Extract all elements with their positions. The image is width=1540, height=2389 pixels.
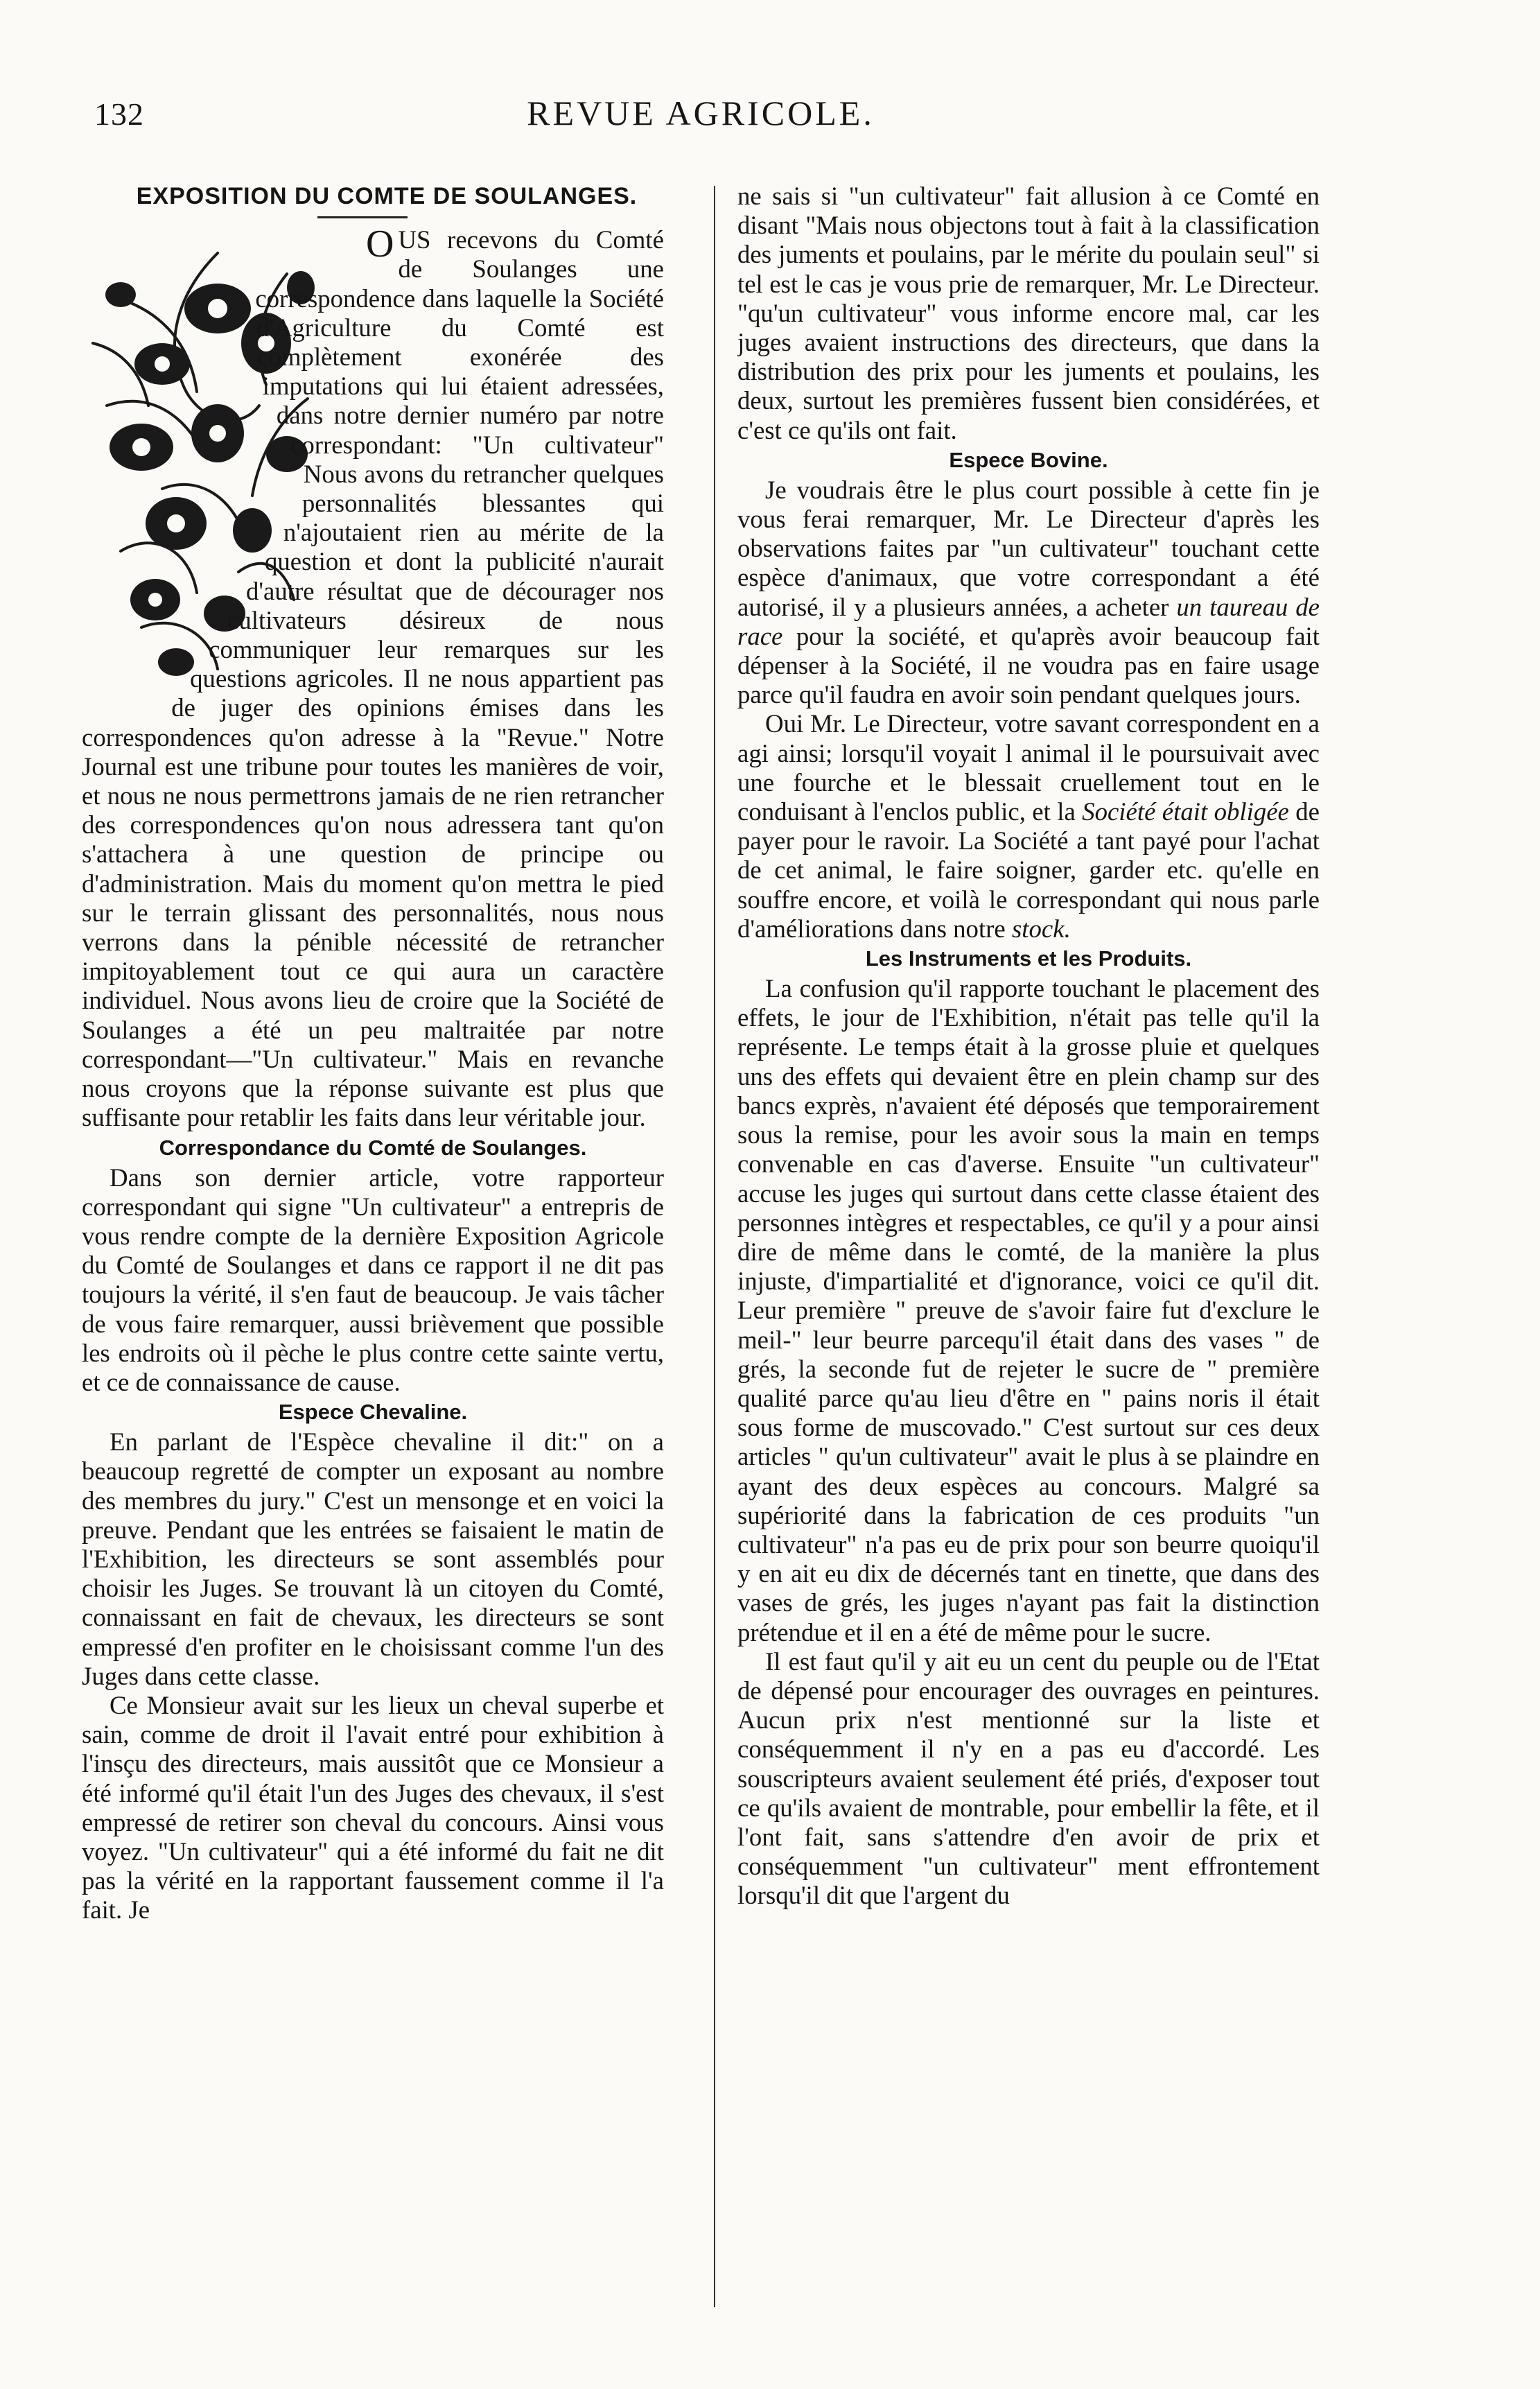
subhead-bovine: Espece Bovine. bbox=[949, 447, 1108, 472]
bovine-1-end: pour la société, et qu'après avoir beaucoup fait dépenser à la Société, il ne voudra pas en faire usage parce qu'il faudra en avoir soin pendant quelques jours. bbox=[737, 621, 1320, 709]
title-rule bbox=[317, 216, 408, 218]
running-title: REVUE AGRICOLE. bbox=[527, 94, 875, 132]
drop-cap: O bbox=[366, 223, 394, 266]
paragraph-bovine-1 bbox=[737, 476, 1320, 710]
bovine-2-text: Oui Mr. Le Directeur, votre savant correspondent en a agi ainsi; lorsqu'il voyait l animal il le poursuivait avec une fourche et le blessait cruellement tout en le conduisant à l'enclos public, et la bbox=[737, 709, 1320, 826]
column-divider bbox=[714, 186, 715, 2307]
bovine-2-italic: Société était obligée bbox=[1082, 797, 1289, 826]
paragraph-continuation: ne sais si "un cultivateur" fait allusion à ce Comté en disant "Mais nous objectons tout à fait à la classification des juments et poulains, par le mérite du poulain seul" si tel est le cas je vous prie de remarquer, Mr. Le Directeur. "qu'un cultivateur" vous informe encore mal, car les juges avaient instructions des directeurs, que dans la distribution des prix pour les juments et poulains, les deux, surtout les premières fussent bien considérées, et c'est ce qu'ils ont fait. bbox=[737, 182, 1320, 444]
subhead-chevaline: Espece Chevaline. bbox=[278, 1400, 468, 1425]
subhead-correspondance: Correspondance du Comté de Soulanges. bbox=[159, 1135, 587, 1160]
bovine-2-italic-stock: stock. bbox=[1011, 914, 1071, 943]
paragraph-instruments-2: Il est faut qu'il y ait eu un cent du peuple ou de l'Etat de dépensé pour encourager des ouvrages en peintures. Aucun prix n'est mentionné sur la liste et conséquemment il n'y en a pas eu d'accordé. Les souscripteurs avaient seulement été priés, d'exposer tout ce qu'ils avaient de montrable, pour embellir la fête, et il l'ont fait, sans s'attendre d'en avoir de prix et conséquemment "un cultivateur" ment effrontement lorsqu'il dit que l'argent du bbox=[737, 1647, 1320, 1910]
paragraph-instruments-1: La confusion qu'il rapporte touchant le placement des effets, le jour de l'Exhibition, n'était pas telle qu'il la représente. Le temps était à la grosse pluie et quelques uns des effets qui devaient être en plein champ sur des bancs exprès, n'avaient été déposés que temporairement sous la remise, pour les avoir sous la main en temps convenable en cas d'averse. Ensuite "un cultivateur" accuse les juges qui surtout dans cette classe étaient des personnes intègres et respectables, ce qu'il y a pour ainsi dire de même dans le comté, de la manière la plus injuste, d'impartialité et d'ignorance, voici ce qu'il dit. Leur première " preuve de s'avoir faire fut d'exclure le meil-" leur beurre parcequ'il était dans des vases " de grés, la seconde fut de rejeter le sucre de " première qualité parce qu'au lieu d'être en " pains noris il était sous forme de muscovado." C'est surtout sur ces deux articles " qu'un cultivateur" avait le plus à se plaindre en ayant des deux espèces au concours. Malgré sa supériorité dans la fabrication de ces produits "un cultivateur" n'a pas eu de prix pour son beurre quoiqu'il y en ait eu dix de décernés tant en tinette, que dans des vases de grés, les juges n'ayant pas fait la distinction prétendue et il en a été de même pour le sucre. bbox=[737, 974, 1320, 1647]
bovine-2-end: de payer pour le ravoir. La Société a tant payé pour l'achat de cet animal, le faire soigner, garder etc. qu'elle en souffre encore, et voilà le correspondant qui nous parle d'améliorations dans notre bbox=[737, 797, 1320, 943]
page-number: 132 bbox=[94, 96, 144, 132]
bovine-1-text: Je voudrais être le plus court possible à cette fin je vous ferai remarquer, Mr. Le Directeur d'après les observations faites par "un cultivateur" touchant cette espèce d'animaux, que votre correspondant a été autorisé, il y a plusieurs années, a acheter bbox=[737, 475, 1320, 621]
right-column bbox=[737, 182, 1320, 2303]
paragraph-correspondance: Dans son dernier article, votre rapporteur correspondant qui signe "Un cultivateur" a entrepris de vous rendre compte de la dernière Exposition Agricole du Comté de Soulanges et dans ce rapport il ne dit pas toujours la vérité, il s'en faut de beaucoup. Je vais tâcher de vous faire remarquer, aussi brièvement que possible les endroits où il pèche le plus contre cette sainte vertu, et ce de connaissance de cause. bbox=[82, 1163, 664, 1396]
subhead-instruments: Les Instruments et les Produits. bbox=[865, 946, 1192, 971]
bovine-1-italic: un taureau de race bbox=[737, 592, 1320, 650]
article-title: EXPOSITION DU COMTE DE SOULANGES. bbox=[136, 183, 638, 209]
paragraph-chevaline-1: En parlant de l'Espèce chevaline il dit:" on a beaucoup regretté de compter un exposant au nombre des membres du jury." C'est un mensonge et en voici la preuve. Pendant que les entrées se faisaient le matin de l'Exhibition, les directeurs se sont assemblés pour choisir les Juges. Se trouvant là un citoyen du Comté, connaissant en fait de chevaux, les directeurs se sont empressé d'en profiter en le choisissant comme l'un des Juges dans cette classe. bbox=[82, 1427, 664, 1690]
intro-text: US recevons du Comté de Soulanges une correspondence dans laquelle la Société d'Agriculture du Comté est complètement exonérée des imputations qui lui étaient adressées, dans notre dernier numéro par notre correspondant: "Un cultivateur" Nous avons du retrancher quelques personnalités blessantes qui n'ajoutaient rien au mérite de la question et dont la publicité n'aurait d'autre résultat que de décourager nos cultivateurs désireux de nous communiquer leur remarques sur les questions agricoles. Il ne nous appartient pas de juger des opinions émises dans les correspondences qu'on adresse à la "Revue." Notre Journal est une tribune pour toutes les manières de voir, et nous ne nous permettrons jamais de ne rien retrancher des correspondences qu'on nous adressera tant qu'on s'attachera à une question de principe ou d'administration. Mais du moment qu'on mettra le pied sur le terrain glissant des personnalités, nous nous verrons dans la pénible nécessité de retrancher impitoyablement tout ce qui aura un caractère individuel. Nous avons lieu de croire que la Société de Soulanges a été un peu maltraitée par notre correspondant—"Un cultivateur." Mais en revanche nous croyons que la réponse suivante est plus que suffisante pour retablir les faits dans leur véritable jour. bbox=[82, 225, 664, 1132]
paragraph-bovine-2 bbox=[737, 709, 1320, 944]
paragraph-chevaline-2: Ce Monsieur avait sur les lieux un cheval superbe et sain, comme de droit il l'avait entré pour exhibition à l'insçu des directeurs, mais aussitôt que ce Monsieur a été informé qu'il était l'un des Juges des chevaux, il s'est empressé de retirer son cheval du concours. Ainsi vous voyez. "Un cultivateur" qui a été informé du fait ne dit pas la vérité en la rapportant faussement comme il l'a fait. Je bbox=[82, 1690, 664, 1925]
page-header bbox=[82, 78, 1320, 133]
left-column bbox=[82, 182, 664, 2303]
